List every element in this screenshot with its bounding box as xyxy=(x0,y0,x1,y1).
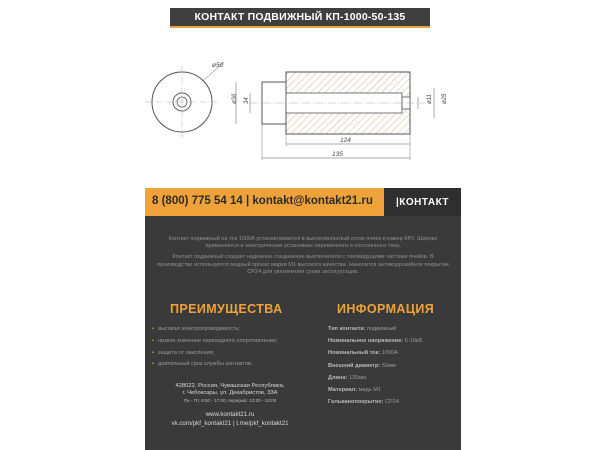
side-section-view xyxy=(236,72,434,160)
end-view xyxy=(145,62,224,138)
bullet-icon: • xyxy=(152,337,154,344)
info-row: Внешний диаметр: 50мм xyxy=(328,362,396,369)
information-heading: ИНФОРМАЦИЯ xyxy=(337,302,435,316)
address-block xyxy=(160,383,300,405)
dim-135: 135 xyxy=(332,151,343,158)
company-logo: |КОНТАКТ xyxy=(384,188,461,216)
info-row: Тип контакта: подвижный xyxy=(328,326,397,332)
list-item: • защита от окисления; xyxy=(152,349,215,356)
description-paragraph: Контакт подвижный создает надежное соединение выключателя с токоведущими частями ячейки. В производстве используется медный прокат марки М1 высокого качества. Наносится антикоррозийное покрытие СР24 для увеличения срока эксплуатации. xyxy=(157,254,449,275)
list-item: • низкое значение переходного сопротивления; xyxy=(152,337,278,344)
bullet-icon: • xyxy=(152,326,154,332)
advantages-heading: ПРЕИМУЩЕСТВА xyxy=(170,302,283,316)
list-item: • длительный срок службы контактов. xyxy=(152,361,253,368)
information-list xyxy=(328,323,458,408)
dim-124: 124 xyxy=(340,137,351,144)
description xyxy=(155,236,451,280)
dim-d25: ø25 xyxy=(442,93,448,104)
list-item: • высокая электропроводимость; xyxy=(152,326,240,332)
address-line: г. Чебоксары, ул. Декабристов, 33А xyxy=(182,390,278,397)
info-row: Материал: медь М1 xyxy=(328,387,381,394)
working-hours: Пн - Пт, 8:00 - 17:00, перерыв: 12:00 - 13:00 xyxy=(183,398,277,404)
dim-34: 34 xyxy=(244,97,250,104)
address-line: 428022, Россия, Чувашская Республика, xyxy=(175,383,285,389)
dim-d36: ø36 xyxy=(232,93,238,104)
description-paragraph: Контакт подвижный на ток 1000А устанавливается в высоковольтный отсек ячеек и камер КРУ. Широко применяется в электрических установках переменного и постоянного тока. xyxy=(168,236,438,250)
info-row: Длина: 135мм xyxy=(328,374,366,381)
dim-outer-diameter: ø50 xyxy=(212,62,224,69)
website-link[interactable]: www.kontakt21.ru xyxy=(205,411,255,418)
info-row: Номинальный ток: 1000А xyxy=(328,350,399,357)
bullet-icon: • xyxy=(152,349,154,356)
advantages-list xyxy=(152,324,317,371)
page-title: КОНТАКТ ПОДВИЖНЫЙ КП-1000-50-135 xyxy=(170,8,430,28)
social-links[interactable]: vk.com/pkf_kontakt21 | t.me/pkf_kontakt21 xyxy=(171,420,289,427)
info-row: Гальванопокрытие: СР24 xyxy=(328,399,399,406)
web-links xyxy=(150,410,310,428)
technical-drawing xyxy=(0,30,600,190)
dim-d11: ø11 xyxy=(427,94,433,104)
bullet-icon: • xyxy=(152,361,154,368)
info-row: Номинальное напряжение: 6-10кВ xyxy=(328,338,423,345)
contact-line[interactable]: 8 (800) 775 54 14 | kontakt@kontakt21.ru xyxy=(152,195,373,207)
